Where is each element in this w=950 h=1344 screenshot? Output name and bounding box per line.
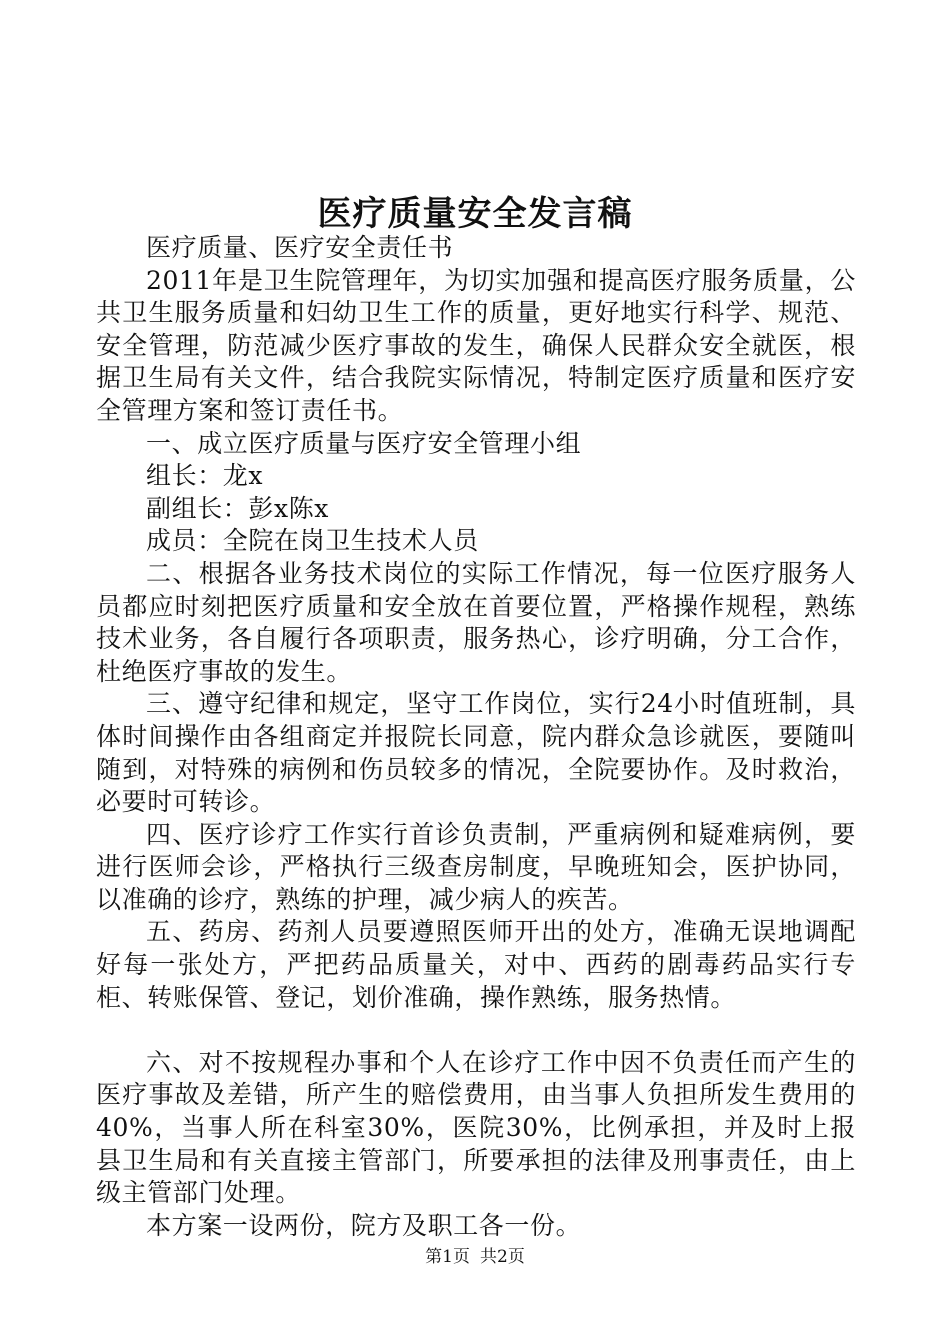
paragraph-leader: 组长：龙x [146, 461, 264, 491]
paragraph-section-3: 三、遵守纪律和规定，坚守工作岗位，实行24小时值班制，具体时间操作由各组商定并报院长同意，院内群众急诊就医，要随叫随到，对特殊的病例和伤员较多的情况，全院要协作。及时救治，必要时可转诊。 [96, 689, 856, 817]
paragraph-section-5: 五、药房、药剂人员要遵照医师开出的处方，准确无误地调配好每一张处方，严把药品质量关，对中、西药的剧毒药品实行专柜、转账保管、登记，划价准确，操作熟练，服务热情。 [96, 917, 856, 1012]
paragraph-closing: 本方案一设两份，院方及职工各一份。 [146, 1210, 582, 1240]
page-number: 第1页 [425, 1247, 470, 1267]
paragraph-members: 成员：全院在岗卫生技术人员 [146, 526, 479, 556]
document-body [96, 232, 856, 1242]
paragraph-section-2: 二、根据各业务技术岗位的实际工作情况，每一位医疗服务人员都应时刻把医疗质量和安全放在首要位置，严格操作规程，熟练技术业务，各自履行各项职责，服务热心，诊疗明确，分工合作，杜绝医疗事故的发生。 [96, 558, 856, 686]
paragraph-section-1: 一、成立医疗质量与医疗安全管理小组 [146, 428, 582, 458]
document-title: 医疗质量安全发言稿 [317, 194, 633, 234]
paragraph-intro: 2011年是卫生院管理年，为切实加强和提高医疗服务质量，公共卫生服务质量和妇幼卫生工作的质量，更好地实行科学、规范、安全管理，防范减少医疗事故的发生，确保人民群众安全就医，根据卫生局有关文件，结合我院实际情况，特制定医疗质量和医疗安全管理方案和签订责任书。 [96, 265, 856, 425]
page-total: 共2页 [480, 1247, 525, 1267]
paragraph-section-4: 四、医疗诊疗工作实行首诊负责制，严重病例和疑难病例，要进行医师会诊，严格执行三级查房制度，早晚班知会，医护协同，以准确的诊疗，熟练的护理，减少病人的疾苦。 [96, 819, 856, 914]
paragraph-subtitle: 医疗质量、医疗安全责任书 [146, 233, 454, 262]
paragraph-deputy-leader: 副组长：彭x陈x [146, 493, 329, 523]
page-footer [0, 1242, 950, 1267]
paragraph-section-6: 六、对不按规程办事和个人在诊疗工作中因不负责任而产生的医疗事故及差错，所产生的赔偿费用，由当事人负担所发生费用的40%，当事人所在科室30%，医院30%，比例承担，并及时上报县卫生局和有关直接主管部门，所要承担的法律及刑事责任，由上级主管部门处理。 [96, 1047, 856, 1208]
